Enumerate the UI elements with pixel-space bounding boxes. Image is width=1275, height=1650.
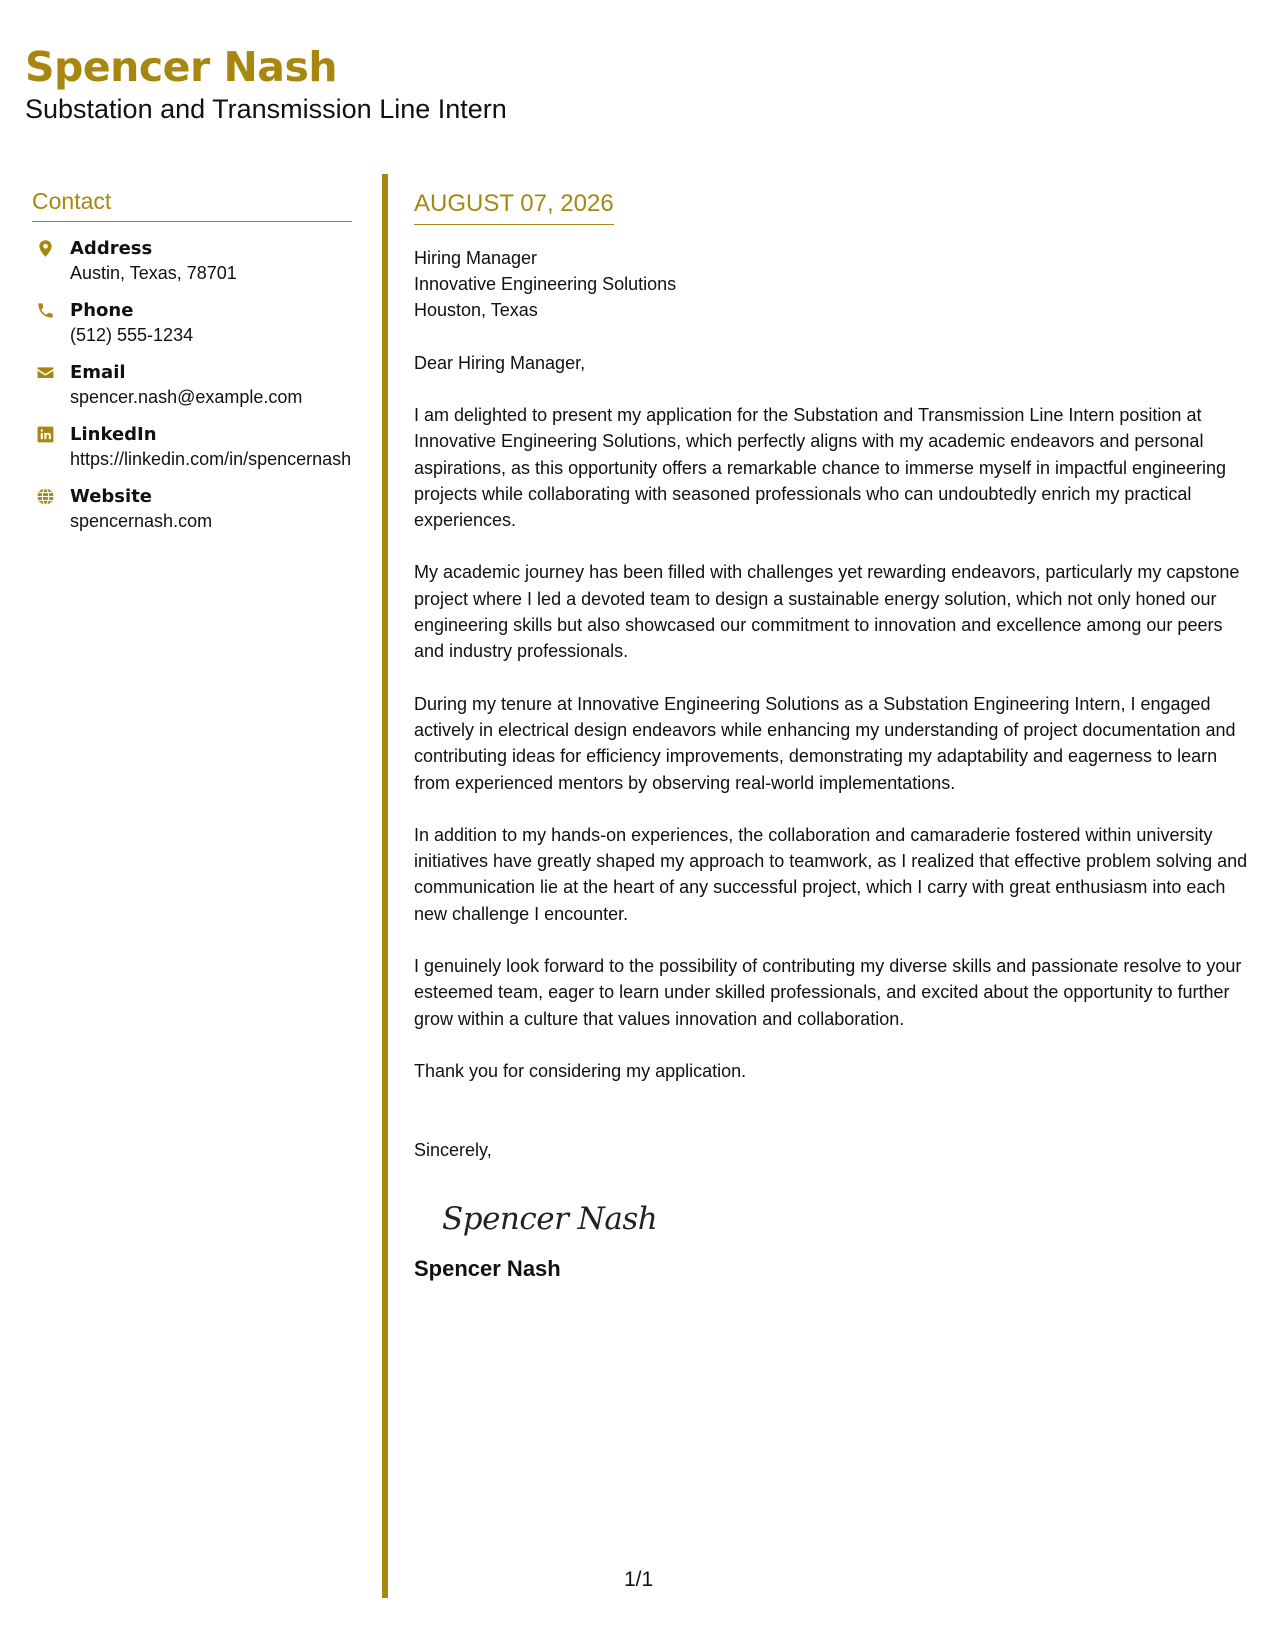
column-divider (382, 174, 388, 1598)
letter-paragraph: I am delighted to present my application for the Substation and Transmission Line Intern position at Innovative Engineering Solutions, which perfectly aligns with my academic endeavors and personal aspirations, as this opportunity offers a remarkable chance to immerse myself in impactful engineering projects while collaborating with seasoned professionals who can undoubtedly enrich my practical experiences. (414, 405, 1227, 531)
signer-name: Spencer Nash (414, 1256, 561, 1282)
contact-email (32, 360, 352, 410)
recipient-company: Innovative Engineering Solutions (414, 274, 677, 294)
applicant-job-title: Substation and Transmission Line Intern (25, 94, 507, 125)
letter-date: AUGUST 07, 2026 (414, 190, 614, 225)
phone-icon (32, 298, 70, 320)
handwritten-signature (438, 1189, 668, 1247)
contact-linkedin (32, 422, 352, 472)
contact-website (32, 484, 352, 534)
recipient-name: Hiring Manager (414, 248, 538, 268)
email-value[interactable]: spencer.nash@example.com (70, 387, 303, 407)
contact-label: Phone (70, 300, 134, 321)
globe-icon (32, 484, 70, 506)
contact-label: LinkedIn (70, 424, 157, 445)
contact-label: Website (70, 486, 153, 507)
letter-paragraph: In addition to my hands-on experiences, the collaboration and camaraderie fostered within university initiatives have greatly shaped my approach to teamwork, as I realized that effective problem solving and communication lie at the heart of any successful project, which I carry with great enthusiasm into each new challenge I encounter. (414, 824, 1248, 924)
recipient-location: Houston, Texas (414, 300, 538, 320)
applicant-name: Spencer Nash (25, 43, 338, 91)
contact-phone (32, 298, 352, 348)
header (25, 44, 507, 126)
letter-paragraph: My academic journey has been filled with challenges yet rewarding endeavors, particularly my capstone project where I led a devoted team to design a sustainable energy solution, which not only honed our engineering skills but also showcased our commitment to innovation and excellence among our peers and industry professionals. (414, 562, 1240, 662)
address-value: Austin, Texas, 78701 (70, 263, 237, 283)
contact-label: Email (70, 362, 126, 383)
envelope-icon (32, 360, 70, 382)
contact-label: Address (70, 238, 153, 259)
recipient-block (414, 245, 1249, 323)
contact-heading: Contact (32, 188, 352, 222)
website-value[interactable]: spencernash.com (70, 511, 213, 531)
letter-greeting: Dear Hiring Manager, (414, 353, 586, 373)
phone-value: (512) 555-1234 (70, 325, 194, 345)
letter-paragraph: During my tenure at Innovative Engineering Solutions as a Substation Engineering Intern, I engaged actively in electrical design endeavors while enhancing my understanding of project documentation and contributing ideas for efficiency improvements, demonstrating my adaptability and eagerness to learn from experienced mentors by observing real-world implementations. (414, 693, 1236, 793)
letter-paragraph: I genuinely look forward to the possibility of contributing my diverse skills and passionate resolve to your esteemed team, eager to learn under skilled professionals, and excited about the opportunity to further grow within a culture that values innovation and collaboration. (414, 956, 1242, 1029)
signature-script: Spencer Nash (442, 1201, 658, 1238)
contact-sidebar (32, 188, 352, 546)
letter-body (414, 190, 1249, 1283)
page-number: 1/1 (624, 1568, 654, 1591)
map-pin-icon (32, 236, 70, 258)
letter-paragraph: Thank you for considering my application. (414, 1060, 747, 1081)
linkedin-icon (32, 422, 70, 444)
linkedin-value[interactable]: https://linkedin.com/in/spencernash (70, 449, 352, 469)
contact-address (32, 236, 352, 286)
letter-closing: Sincerely, (414, 1140, 492, 1161)
